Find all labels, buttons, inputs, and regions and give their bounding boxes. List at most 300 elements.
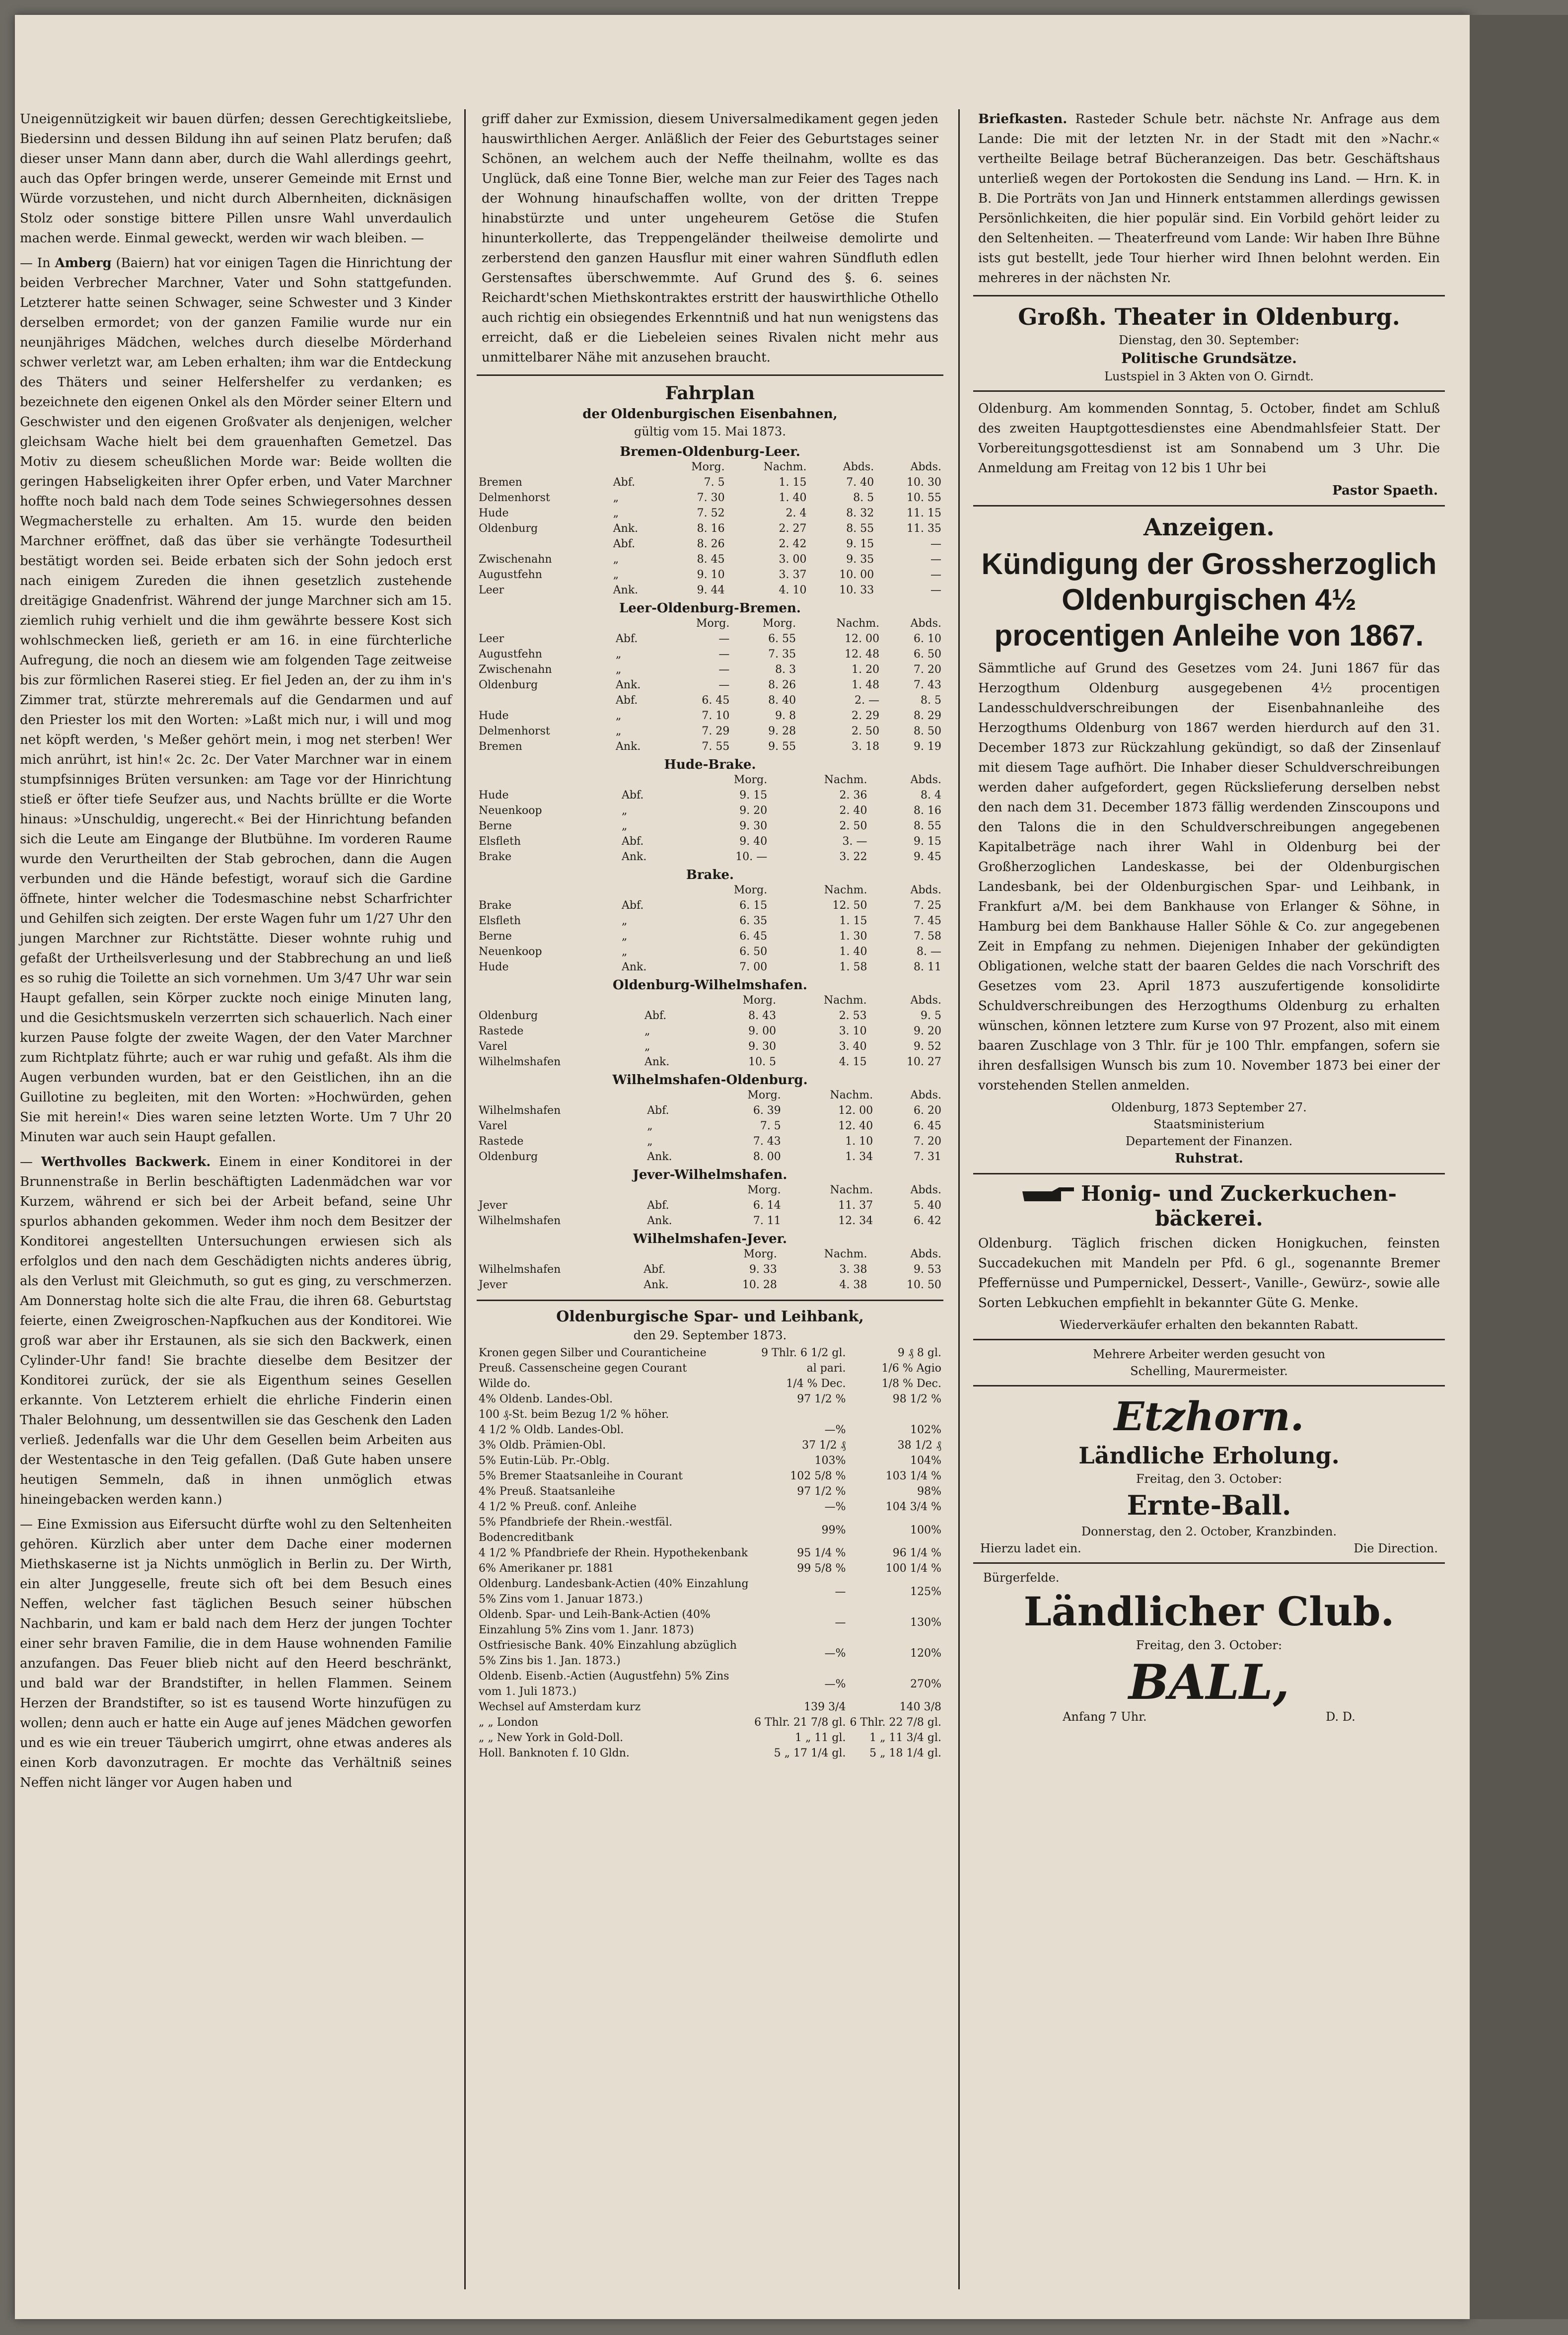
table-cell: Hude bbox=[479, 961, 509, 973]
table-cell: 1. 15 bbox=[779, 476, 807, 489]
table-cell: Jever bbox=[479, 1279, 507, 1291]
table-row bbox=[477, 1277, 943, 1293]
article-heading: Werthvolles Backwerk. bbox=[41, 1155, 211, 1169]
table-row bbox=[477, 849, 943, 865]
table-cell: Berne bbox=[479, 820, 512, 832]
table-cell: „ bbox=[621, 946, 628, 958]
table-cell: Hude bbox=[479, 507, 509, 519]
article-heading: Amberg bbox=[55, 256, 112, 271]
notice-signer: Staatsministerium bbox=[1153, 1117, 1265, 1131]
table-cell: 9. 15 bbox=[739, 789, 768, 802]
table-cell: Rastede bbox=[479, 1135, 524, 1148]
divider bbox=[973, 295, 1445, 296]
table-cell: Oldenburg. Landesbank-Actien (40% Einzahlung 5% Zins vom 1. Januar 1873.) bbox=[479, 1578, 749, 1605]
table-cell: „ bbox=[616, 648, 622, 660]
table-row bbox=[477, 1103, 943, 1118]
table-cell: —% bbox=[824, 1501, 846, 1513]
timetable-head-cell bbox=[477, 1182, 645, 1198]
table-row bbox=[477, 631, 943, 647]
etzhorn-more: Donnerstag, den 2. October, Kranzbinden. bbox=[1081, 1525, 1337, 1538]
table-cell bbox=[702, 1198, 710, 1213]
table-cell: 2. 42 bbox=[779, 538, 807, 550]
table-cell: 97 1/2 % bbox=[797, 1393, 846, 1405]
timetable-head-cell bbox=[477, 459, 611, 475]
timetable-head-cell: Nachm. bbox=[824, 884, 867, 896]
table-cell: 4 1/2 % Preuß. conf. Anleihe bbox=[479, 1501, 637, 1513]
table-cell: 3. 37 bbox=[779, 569, 807, 581]
timetable-head-cell: Abds. bbox=[910, 461, 941, 473]
table-cell: Delmenhorst bbox=[479, 492, 550, 504]
column-rule bbox=[958, 109, 960, 2289]
letterbox-heading: Briefkasten. bbox=[978, 112, 1068, 127]
table-row bbox=[477, 1499, 943, 1515]
table-cell: 103% bbox=[814, 1455, 846, 1467]
table-cell: Abf. bbox=[643, 1263, 666, 1276]
article-body: Eine Exmission aus Eifersucht dürfte wohl zu den Seltenheiten gehören. Kürzlich aber unter dem Dache einer modernen Miethskaserne ist ja Nichts unmöglich in Berlin zu. Der Wirth, ein alter Junggeselle, freute sich oft bei dem Besuch eines Neffen, welcher fast täglichen Besuch seiner hübschen Nachbarin, und kam er bald nach dem Herz der jungen Tochter einer sehr braven Familie, die in dem Hause wohnenden Familie anzufangen. Das Feuer blieb nicht auf den Heerd beschränkt, und bald war der Brandstifter, in hellen Flammen. Seinem Herzen der Brandstifter, so ist es tausend Worte hinzufügen zu wollen; denn auch er hatte ein Auge auf jenes Mädchen geworfen und es wie ein treuer Täuberich umgirrt, ohne etwas anderes als einen Korb davonzutragen. Er mochte das Verhältniß seines Neffen nicht länger vor Augen haben und bbox=[20, 1517, 452, 1790]
table-cell: 270% bbox=[910, 1678, 941, 1690]
table-cell: 10. 27 bbox=[907, 1056, 941, 1068]
table-row bbox=[477, 1638, 943, 1669]
bakery-note: Wiederverkäufer erhalten den bekannten Rabatt. bbox=[1060, 1318, 1358, 1332]
timetable-table bbox=[477, 882, 943, 975]
table-row bbox=[477, 521, 943, 536]
timetable-table bbox=[477, 1246, 943, 1293]
table-cell: 8. 00 bbox=[753, 1151, 781, 1163]
table-cell: 1. 15 bbox=[839, 915, 867, 927]
timetable-head-cell: Nachm. bbox=[763, 461, 807, 473]
table-cell: 7. 43 bbox=[753, 1135, 781, 1148]
table-cell: 2. 36 bbox=[839, 789, 867, 802]
table-cell: 8. 29 bbox=[914, 710, 941, 722]
table-row bbox=[477, 1407, 943, 1422]
table-cell: 8. 5 bbox=[853, 492, 874, 504]
table-row bbox=[477, 536, 943, 552]
table-cell: 2. 4 bbox=[785, 507, 807, 519]
table-cell: 95 1/4 % bbox=[797, 1547, 846, 1559]
table-cell: „ bbox=[621, 915, 628, 927]
table-cell: 8. 4 bbox=[921, 789, 941, 802]
table-cell: 6 Thlr. 21 7/8 gl. bbox=[754, 1716, 846, 1729]
table-cell: Abf. bbox=[621, 835, 644, 848]
table-cell: 4. 38 bbox=[839, 1279, 867, 1291]
table-row bbox=[477, 944, 943, 959]
timetable-head-cell: Abds. bbox=[910, 1089, 941, 1101]
table-cell: 6. 20 bbox=[914, 1104, 941, 1117]
table-cell: 9. 00 bbox=[748, 1025, 777, 1037]
article-backwerk: — Werthvolles Backwerk. Einem in einer Konditorei in der Brunnenstraße in Berlin beschäftigten Ladenmädchen war vor Kurzem, während er sich bei der Arbeit befand, seine Uhr spurlos abhanden gekommen. Weder ihm noch dem Besitzer der Konditorei angestellten Untersuchungen erwiesen sich als erfolglos und den nach dem Geschädigten nichts anderes übrig, als den Verlust mit Gleichmuth, so gut es ging, zu verschmerzen. Am Donnerstag holte sich die alte Frau, die ihren 68. Geburtstag feierte, einen Zweigroschen-Napfkuchen aus der Konditorei. Wie groß war aber ihr Erstaunen, als sie sich den Backwerk, einen Cylinder-Uhr fand! Sie brachte dieselbe dem Besitzer der Konditorei zurück, der sie als Eigenthum seines Gesellen erkannte. Von Letzterem erhielt die ehrliche Finderin einen Thaler Belohnung, um dessentwillen sie das Geschenk den Laden verließ. Jedenfalls war die Uhr dem Gesellen beim Arbeiten aus der Westentasche in den Teig gefallen. (Daß Gute haben unsere heutigen Semmeln, daß in ihnen unmöglich etwas hineingebacken werden kann.) bbox=[20, 1155, 452, 1507]
article-amberg: — In Amberg (Baiern) hat vor einigen Tagen die Hinrichtung der beiden Verbrecher Marchner, Vater und Sohn stattgefunden. Letzterer hatte seinen Schwager, seine Schwester und 3 Kinder derselben ermordet; von der ganzen Familie wurde nur ein neunjähriges Mädchen, welches durch dieselbe Mörderhand schwer verletzt war, am Leben erhalten; ihm war die Entdeckung des Thäters und seiner Helfershelfer zu verdanken; es bezeichnete den eigenen Onkel als den Mörder seiner Eltern und Geschwister und den eigenen Großvater als denjenigen, welcher gleichsam Wache hielt bei dem grauenhaften Gemetzel. Das Motiv zu diesem scheußlichen Morde war: Beide wollten die geringen Habseligkeiten ihrer Opfer erben, und Vater Marchner hoffte noch bald nach dem Tode seines Schwiegersohnes dessen Wegmacherstelle zu erhalten. Am 15. wurde den beiden Marchner eröffnet, daß das über sie verhängte Todesurtheil bestätigt worden sei. Beide erbaten sich der Sohn jedoch erst nach einigem Zureden die ihnen gesetzlich zustehende dreitägige Gnadenfrist. Während der junge Marchner sich am 15. ziemlich ruhig verhielt und die ihm gewährte bessere Kost sich wohlschmecken ließ, gerieth er am 16. in eine fürchterliche Aufregung, die noch an diesem wie am folgenden Tage zeitweise bis zur förmlichen Raserei stieg. Er fiel Jeden an, der zu ihm in's Zimmer trat, stürzte mehreremals auf die Gendarmen und auf den Priester los mit den Worten: »Laßt mich nur, i will und mog net köpft werden, 's Meßer gehört mein, i mog net sterben! Wer mich anrührt, ist hin!« 2c. 2c. Der Vater Marchner war in einem stumpfsinniges Brüten versunken: am Tage vor der Hinrichtung stieß er öfter tiefe Seufzer aus, und Nachts brüllte er die Worte hinaus: »Unschuldig, ungerecht.« Bei der Hinrichtung befanden sich die Leute am Eingange der Blutbühne. Im vorderen Raume wurde den Verurtheilten der Stab gebrochen, dann die Augen verbunden und die Hände befestigt, worauf sich die Gardine öffnete, hinter welcher die Todesmaschine nebst Scharfrichter und Gehilfen sich zeigten. Der erste Wagen fuhr um 1/27 Uhr den jungen Marchner zur Richtstätte. Dieser wohnte ruhig und gefaßt der Urtheilsverlesung und der Stabbrechung an und ließ es so ruhig die Toilette an sich vornehmen. Um 3/47 Uhr war sein Haupt gefallen, sein Körper zuckte noch einige Minuten lang, und die Gesichtsmuskeln verzerrten sich schauerlich. Nach einer kurzen Pause folgte der zweite Wagen, der den Vater Marchner zum Richtplatz führte; auch er war ruhig und gefaßt. Als ihm die Augen verbunden wurden, bat er den Geistlichen, ihn an die Guillotine zu begleiten, mit den Worten: »Hochwürden, gehen Sie mit herein!« Dies waren seine letzten Worte. Um 7 Uhr 20 Minuten war auch sein Haupt gefallen. bbox=[20, 256, 452, 1145]
timetable-head-cell: Nachm. bbox=[830, 1089, 873, 1101]
table-cell: „ bbox=[621, 804, 628, 817]
timetables bbox=[477, 441, 943, 1293]
table-cell: Oldenb. Spar- und Leih-Bank-Actien (40% Einzahlung 5% Zins vom 1. Janr. 1873) bbox=[479, 1608, 711, 1636]
table-cell: 100 ₰-St. beim Bezug 1/2 % höher. bbox=[479, 1408, 669, 1421]
table-cell: 1 „ 11 3/4 gl. bbox=[869, 1732, 941, 1744]
timetable-route: Leer-Oldenburg-Bremen. bbox=[619, 601, 801, 616]
table-cell: Augustfehn bbox=[479, 648, 542, 660]
column-rule bbox=[464, 109, 466, 2289]
table-row bbox=[477, 913, 943, 929]
table-cell: 1. 48 bbox=[852, 679, 880, 691]
table-row bbox=[477, 506, 943, 521]
table-cell: Ank. bbox=[643, 1279, 669, 1291]
table-row bbox=[477, 1730, 943, 1746]
timetable-route: Brake. bbox=[686, 868, 734, 882]
table-row bbox=[477, 490, 943, 506]
table-cell: 8. 45 bbox=[697, 553, 725, 566]
table-cell: 37 1/2 ₰ bbox=[802, 1439, 846, 1452]
bakery-title bbox=[973, 1181, 1445, 1231]
table-cell: 6. 14 bbox=[753, 1199, 781, 1212]
table-cell bbox=[702, 1103, 710, 1118]
table-cell bbox=[698, 1039, 706, 1054]
table-cell: Varel bbox=[479, 1040, 507, 1053]
etzhorn-footer bbox=[980, 1541, 1438, 1555]
timetable-head-cell: Morg. bbox=[747, 1089, 781, 1101]
church-signature: Pastor Spaeth. bbox=[1332, 483, 1438, 498]
table-cell: 125% bbox=[910, 1585, 941, 1598]
timetable-head-cell bbox=[698, 993, 706, 1008]
table-cell: Abf. bbox=[613, 538, 636, 550]
club-title: Ländlicher Club. bbox=[1023, 1588, 1395, 1635]
harvest-ball: Ernte-Ball. bbox=[1127, 1489, 1291, 1521]
table-cell: Ank. bbox=[616, 679, 641, 691]
etzhorn-direction: Die Direction. bbox=[1354, 1541, 1438, 1555]
table-cell: —% bbox=[824, 1678, 846, 1690]
table-cell: 12. 00 bbox=[838, 1104, 873, 1117]
table-row bbox=[477, 1422, 943, 1438]
pointing-hand-icon bbox=[1021, 1184, 1076, 1206]
divider bbox=[973, 1385, 1445, 1386]
table-cell: 1. 58 bbox=[839, 961, 867, 973]
table-cell: Abf. bbox=[616, 694, 638, 707]
timetable-head-cell: Nachm. bbox=[824, 774, 867, 786]
timetable-head-cell bbox=[620, 882, 681, 898]
table-cell: Abf. bbox=[647, 1104, 669, 1117]
table-cell: 7. 43 bbox=[914, 679, 941, 691]
table-cell: 12. 50 bbox=[832, 899, 867, 912]
table-cell: 3. 18 bbox=[852, 740, 880, 753]
timetable-head-cell: Abds. bbox=[910, 774, 941, 786]
table-cell: 2. 50 bbox=[839, 820, 867, 832]
table-cell: Brake bbox=[479, 851, 512, 863]
table-cell: Neuenkoop bbox=[479, 946, 542, 958]
table-cell: Ostfriesische Bank. 40% Einzahlung abzüglich 5% Zins bis 1. Jan. 1873.) bbox=[479, 1639, 737, 1667]
table-cell: 7. 25 bbox=[914, 899, 941, 912]
table-row bbox=[477, 1376, 943, 1391]
column-middle bbox=[477, 109, 943, 1761]
table-cell: 11. 15 bbox=[907, 507, 941, 519]
table-row bbox=[477, 1039, 943, 1054]
timetable-head-cell bbox=[681, 772, 690, 788]
table-row bbox=[477, 1023, 943, 1039]
timetable-head-row bbox=[477, 616, 943, 631]
club-place: Bürgerfelde. bbox=[983, 1571, 1060, 1585]
workers-ad: Mehrere Arbeiter werden gesucht von bbox=[1092, 1347, 1326, 1361]
table-cell: 10. 55 bbox=[907, 492, 941, 504]
table-cell: „ bbox=[613, 569, 619, 581]
timetable-head-cell: Abds. bbox=[843, 461, 874, 473]
timetable-table bbox=[477, 1182, 943, 1229]
table-cell: 9. 45 bbox=[914, 851, 941, 863]
table-cell: 1/4 % Dec. bbox=[786, 1378, 846, 1390]
divider bbox=[973, 390, 1445, 392]
table-row bbox=[477, 739, 943, 754]
table-cell: 7. 35 bbox=[768, 648, 796, 660]
table-row bbox=[477, 662, 943, 677]
table-cell: 9. 15 bbox=[846, 538, 874, 550]
table-row bbox=[477, 724, 943, 739]
table-row bbox=[477, 1515, 943, 1545]
ads-heading: Anzeigen. bbox=[1143, 513, 1275, 541]
letterbox bbox=[978, 109, 1440, 288]
table-cell: 6. 50 bbox=[914, 648, 941, 660]
table-cell: Leer bbox=[479, 633, 504, 645]
table-cell: 9. 19 bbox=[914, 740, 941, 753]
table-cell bbox=[681, 803, 690, 818]
table-cell: 1/8 % Dec. bbox=[881, 1378, 941, 1390]
divider bbox=[973, 1173, 1445, 1174]
table-cell: 103 1/4 % bbox=[885, 1470, 941, 1482]
table-row bbox=[477, 1134, 943, 1149]
timetable-head-cell bbox=[477, 1088, 645, 1103]
table-cell: 10. 28 bbox=[742, 1279, 777, 1291]
timetable-table bbox=[477, 772, 943, 865]
timetable-head-cell: Abds. bbox=[910, 1184, 941, 1196]
table-cell: 9. 33 bbox=[749, 1263, 777, 1276]
table-cell: 7. 10 bbox=[702, 710, 730, 722]
table-cell: 5 „ 18 1/4 gl. bbox=[869, 1747, 941, 1759]
table-cell: 5% Eutin-Lüb. Pr.-Oblg. bbox=[479, 1455, 610, 1467]
table-cell: „ bbox=[621, 930, 628, 943]
table-row bbox=[477, 708, 943, 724]
table-row bbox=[477, 475, 943, 490]
table-cell bbox=[477, 536, 611, 552]
table-cell: —% bbox=[824, 1424, 846, 1436]
table-cell: „ „ New York in Gold-Doll. bbox=[479, 1732, 624, 1744]
timetable-table bbox=[477, 1088, 943, 1165]
theater-desc: Lustspiel in 3 Akten von O. Girndt. bbox=[1104, 369, 1314, 383]
table-cell: „ bbox=[621, 820, 628, 832]
table-cell: 10. — bbox=[735, 851, 768, 863]
table-cell: Rastede bbox=[479, 1025, 524, 1037]
table-cell: 2. 40 bbox=[839, 804, 867, 817]
table-cell: Zwischenahn bbox=[479, 553, 552, 566]
table-cell: Delmenhorst bbox=[479, 725, 550, 737]
table-cell: 130% bbox=[910, 1616, 941, 1629]
timetable-head-cell bbox=[477, 772, 620, 788]
table-cell: 98% bbox=[917, 1485, 941, 1498]
timetable-head-cell: Morg. bbox=[747, 1184, 781, 1196]
table-cell: Abf. bbox=[621, 789, 644, 802]
table-cell: — bbox=[718, 648, 730, 660]
notice-place: Oldenburg, 1873 September 27. bbox=[1111, 1100, 1307, 1114]
table-row bbox=[477, 1484, 943, 1499]
timetable-head-cell: Morg. bbox=[742, 994, 777, 1007]
timetable-head-cell bbox=[477, 616, 614, 631]
timetable-head-cell: Abds. bbox=[910, 617, 941, 630]
table-cell: „ bbox=[613, 507, 619, 519]
table-cell: 7. 45 bbox=[914, 915, 941, 927]
table-cell: Leer bbox=[479, 584, 504, 596]
table-row bbox=[477, 1118, 943, 1134]
table-cell: —% bbox=[824, 1647, 846, 1660]
table-cell: 9. 30 bbox=[748, 1040, 777, 1053]
table-row bbox=[477, 567, 943, 583]
timetable-head-cell bbox=[614, 616, 665, 631]
table-row bbox=[477, 583, 943, 598]
table-row bbox=[477, 1054, 943, 1070]
timetable-head-cell: Nachm. bbox=[823, 994, 867, 1007]
divider bbox=[973, 505, 1445, 507]
notice-title: Kündigung der Grossherzoglich Oldenburgischen 4½ procentigen Anleihe von 1867. bbox=[981, 547, 1437, 652]
table-cell: 12. 34 bbox=[838, 1215, 873, 1227]
timetable-head-cell: Abds. bbox=[910, 884, 941, 896]
table-cell: 6. 10 bbox=[914, 633, 941, 645]
timetable-head-cell: Morg. bbox=[762, 617, 796, 630]
table-cell bbox=[681, 818, 690, 834]
etzhorn-invite: Hierzu ladet ein. bbox=[980, 1541, 1081, 1555]
table-cell: 7. 20 bbox=[914, 1135, 941, 1148]
table-row bbox=[477, 1345, 943, 1361]
timetable-head-cell: Abds. bbox=[910, 1248, 941, 1260]
table-cell bbox=[681, 959, 690, 975]
timetable-head-cell bbox=[620, 772, 681, 788]
table-row bbox=[477, 647, 943, 662]
table-cell: 4 1/2 % Oldb. Landes-Obl. bbox=[479, 1424, 624, 1436]
table-cell: 9 ₰ 8 gl. bbox=[897, 1347, 941, 1359]
table-cell: 5 „ 17 1/4 gl. bbox=[774, 1747, 846, 1759]
table-cell: Elsfleth bbox=[479, 915, 521, 927]
timetable-table bbox=[477, 616, 943, 754]
table-cell: 8. 11 bbox=[914, 961, 941, 973]
table-cell: 10. 00 bbox=[839, 569, 874, 581]
table-cell: Neuenkoop bbox=[479, 804, 542, 817]
table-cell: 8. 26 bbox=[768, 679, 796, 691]
table-cell: — bbox=[835, 1616, 846, 1629]
table-cell: Zwischenahn bbox=[479, 663, 552, 676]
table-cell: 2. 53 bbox=[839, 1010, 867, 1022]
table-cell: — bbox=[835, 1585, 846, 1598]
timetable-head-cell bbox=[681, 882, 690, 898]
table-cell: 9. 53 bbox=[914, 1263, 941, 1276]
timetable-route: Wilhelmshafen-Jever. bbox=[633, 1232, 787, 1246]
timetable-head-row bbox=[477, 1246, 943, 1262]
timetable-valid: gültig vom 15. Mai 1873. bbox=[634, 425, 786, 438]
table-cell: „ bbox=[613, 492, 619, 504]
table-cell: 3. — bbox=[842, 835, 867, 848]
table-cell: 5% Bremer Staatsanleihe in Courant bbox=[479, 1470, 683, 1482]
table-cell: Brake bbox=[479, 899, 512, 912]
table-cell: Ank. bbox=[616, 740, 641, 753]
timetable-head-cell: Morg. bbox=[696, 617, 730, 630]
timetable-head-cell: Nachm. bbox=[836, 617, 880, 630]
table-cell: 6. 45 bbox=[702, 694, 730, 707]
table-cell: Wechsel auf Amsterdam kurz bbox=[479, 1701, 641, 1713]
table-cell: 7. 11 bbox=[753, 1215, 781, 1227]
ball-time: Anfang 7 Uhr. bbox=[1063, 1710, 1147, 1724]
timetable-head-cell bbox=[645, 1088, 702, 1103]
timetable-head-cell bbox=[611, 459, 662, 475]
table-cell: 100% bbox=[910, 1524, 941, 1536]
timetable-head-cell: Abds. bbox=[910, 994, 941, 1007]
table-row bbox=[477, 898, 943, 913]
table-cell: 8. 3 bbox=[775, 663, 796, 676]
table-cell: 97 1/2 % bbox=[797, 1485, 846, 1498]
timetable-head-cell bbox=[642, 993, 699, 1008]
table-cell: 6. 39 bbox=[753, 1104, 781, 1117]
timetable-table bbox=[477, 459, 943, 598]
table-cell: „ bbox=[613, 553, 619, 566]
table-row bbox=[477, 1213, 943, 1229]
table-cell: Berne bbox=[479, 930, 512, 943]
table-cell: „ bbox=[616, 725, 622, 737]
table-cell: 10. 30 bbox=[907, 476, 941, 489]
table-cell: Hude bbox=[479, 789, 509, 802]
table-cell: 6 Thlr. 22 7/8 gl. bbox=[850, 1716, 941, 1729]
table-cell: 98 1/2 % bbox=[892, 1393, 941, 1405]
timetable-route: Bremen-Oldenburg-Leer. bbox=[620, 444, 800, 459]
table-cell: Ank. bbox=[613, 584, 639, 596]
table-cell: Wilhelmshafen bbox=[479, 1104, 561, 1117]
table-cell: 9. 15 bbox=[914, 835, 941, 848]
table-cell: Varel bbox=[479, 1120, 507, 1132]
timetable-head-row bbox=[477, 1088, 943, 1103]
table-cell: 9. 28 bbox=[768, 725, 796, 737]
table-cell: Hude bbox=[479, 710, 509, 722]
etzhorn-date: Freitag, den 3. October: bbox=[1136, 1472, 1283, 1486]
table-cell: 6. 42 bbox=[914, 1215, 941, 1227]
table-cell: 3% Oldb. Prämien-Obl. bbox=[479, 1439, 606, 1452]
table-cell: Preuß. Cassenscheine gegen Courant bbox=[479, 1362, 687, 1375]
table-cell: Wilde do. bbox=[479, 1378, 531, 1390]
table-cell: 9. 30 bbox=[739, 820, 768, 832]
bank-title: Oldenburgische Spar- und Leihbank, bbox=[556, 1308, 864, 1325]
table-cell bbox=[681, 849, 690, 865]
timetable-head-cell: Morg. bbox=[691, 461, 725, 473]
table-cell: 8. 32 bbox=[846, 507, 874, 519]
table-cell: 9. 20 bbox=[739, 804, 768, 817]
table-cell: 3. 38 bbox=[839, 1263, 867, 1276]
ball-title: BALL, bbox=[1128, 1654, 1290, 1710]
table-row bbox=[477, 1561, 943, 1576]
table-cell: 104 3/4 % bbox=[885, 1501, 941, 1513]
table-cell: Abf. bbox=[621, 899, 644, 912]
table-row bbox=[477, 1361, 943, 1376]
table-cell: 6. 15 bbox=[739, 899, 768, 912]
table-cell: „ bbox=[644, 1040, 650, 1053]
table-cell bbox=[681, 929, 690, 944]
table-row bbox=[477, 788, 943, 803]
club-date: Freitag, den 3. October: bbox=[1136, 1638, 1283, 1652]
table-row bbox=[477, 1262, 943, 1277]
timetable-head-cell: Morg. bbox=[733, 774, 768, 786]
article-text: griff daher zur Exmission, diesem Universalmedikament gegen jeden hauswirthlichen Aerger. Anläßlich der Feier des Geburtstages seiner Schönen, an welchem auch der Neffe theilnahm, wollte es das Unglück, daß eine Tonne Bier, welche man zur Feier des Tages nach der Wohnung hinaufschaffen wollte, von der dritten Treppe hinabstürzte und unter ungeheurem Getöse die Stufen hinunterkollerte, das Treppengeländer theilweise demolirte und zerberstend den ganzen Hausflur mit einer wahren Sündfluth edlen Gerstensaftes überschwemmte. Auf Grund des §. 6. seines Reichardt'schen Miethskontraktes erstritt der hauswirthliche Othello auch richtig ein obsiegendes Erkenntniß und hat nun wenigstens das erreicht, daß er die Liebeleien seines Rivalen nicht mehr aus unmittelbarer Nähe mit anzusehen braucht. bbox=[482, 112, 938, 365]
table-cell: Ank. bbox=[644, 1056, 670, 1068]
table-cell: 104% bbox=[910, 1455, 941, 1467]
table-cell: 2. 29 bbox=[852, 710, 880, 722]
timetable-head-row bbox=[477, 882, 943, 898]
bakery-body: Oldenburg. Täglich frischen dicken Honigkuchen, feinsten Succadekuchen mit Mandeln per Pfd. 6 gl., sogenannte Bremer Pfeffernüsse und Pumpernickel, Dessert-, Vanille-, Gewürz-, sowie alle Sorten Lebkuchen empfiehlt in bekannter Güte G. Menke. bbox=[978, 1236, 1440, 1311]
table-cell: 9. 55 bbox=[768, 740, 796, 753]
table-cell: 8. 55 bbox=[914, 820, 941, 832]
table-row bbox=[477, 1198, 943, 1213]
table-cell: Wilhelmshafen bbox=[479, 1215, 561, 1227]
table-cell: 7. 30 bbox=[697, 492, 725, 504]
article-text: Uneigennützigkeit wir bauen dürfen; dessen Gerechtigkeitsliebe, Biedersinn und dessen Bildung ihn auf seinen Platz berufen; daß dieser unser Mann dann aber, durch die Wahl allerdings geehrt, auch das Opfer bringen werde, unserer Gemeinde mit Ernst und Würde vorzustehen, und nicht durch Albernheiten, dicknäsigen Stolz oder sonstige bittere Pillen unsre Wahl unverdaulich machen werde. Einmal geweckt, werden wir wach bleiben. — bbox=[20, 112, 452, 246]
table-cell bbox=[681, 913, 690, 929]
divider bbox=[973, 1562, 1445, 1564]
